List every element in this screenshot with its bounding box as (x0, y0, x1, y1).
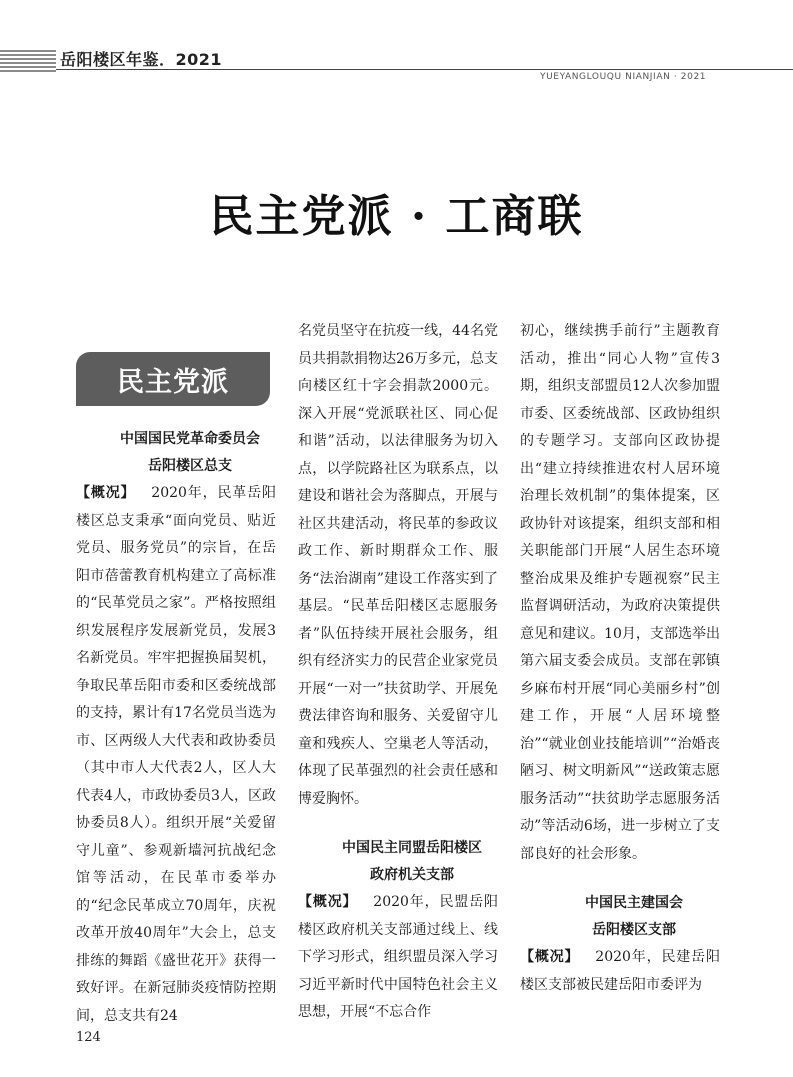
org-heading-line2: 岳阳楼区总支 (148, 458, 232, 474)
org-heading-line1: 中国民主建国会 (585, 895, 683, 911)
paragraph: 初心，继续携手前行”主题教育活动，推出“同心人物”宣传3期，组织支部盟员12人次参加盟市委、区委统战部、区政协组织的专题学习。支部向区政协提出“建立持续推进农村人居环境治理长效机制”的集体提案，区政协针对该提案，组织支部和相关职能部门开展“人居生态环境整治成果及维护专题视察”民主监督调研活动，为政府决策提供意见和建议。10月，支部选举出第六届支委会成员。支部在郭镇乡麻布村开展“同心美丽乡村”创建工作，开展“人居环境整治”“就业创业技能培训”“治婚丧陋习、树文明新风”“送政策志愿服务活动”“扶贫助学志愿服务活动”等活动6场，进一步树立了支部良好的社会形象。 (520, 323, 720, 862)
page-number: 124 (76, 1030, 101, 1045)
section-tag: 【概况】 (298, 894, 358, 910)
paragraph-text: 2020年，民革岳阳楼区总支秉承“面向党员、贴近党员、服务党员”的宗旨，在岳阳市蓓蕾教育机构建立了高标准的“民革党员之家”。严格按照组织发展程序发展新党员，发展3名新党员。牢牢把握换届契机，争取民革岳阳市委和区委统战部的支持，累计有17名党员当选为市、区两级人大代表和政协委员（其中市人大代表2人，区人大代表4人，市政协委员3人，区政协委员8人）。组织开展“关爱留守儿童”、参观新墙河抗战纪念馆等活动，在民革市委举办的“纪念民革成立70周年，庆祝改革开放40周年”大会上，总支排练的舞蹈《盛世花开》获得一致好评。在新冠肺炎疫情防控期间，总支共有24 (76, 485, 276, 1024)
org-heading-line1: 中国民主同盟岳阳楼区 (342, 840, 482, 856)
column-1 (76, 426, 276, 1030)
header-stripes-decoration (0, 50, 56, 74)
paragraph (298, 889, 498, 1027)
paragraph (76, 480, 276, 1030)
paragraph (520, 944, 720, 999)
section-tag: 【概况】 (520, 949, 580, 965)
book-subtitle: YUEYANGLOUQU NIANJIAN · 2021 (540, 72, 707, 82)
paragraph: 名党员坚守在抗疫一线，44名党员共捐款捐物达26万多元，总支向楼区红十字会捐款2000元。深入开展“党派联社区、同心促和谐”活动，以法律服务为切入点，以学院路社区为联系点，以建设和谐社会为落脚点，开展与社区共建活动，将民革的参政议政工作、新时期群众工作、服务“法治湖南”建设工作落实到了基层。“民革岳阳楼区志愿服务者”队伍持续开展社会服务，组织有经济实力的民营企业家党员开展“一对一”扶贫助学、开展免费法律咨询和服务、关爱留守儿童和残疾人、空巢老人等活动，体现了民革强烈的社会责任感和博爱胸怀。 (298, 323, 498, 807)
chapter-title: 民主党派 · 工商联 (209, 191, 584, 242)
org-heading-line2: 岳阳楼区支部 (592, 922, 676, 938)
org-heading-line1: 中国国民党革命委员会 (120, 431, 260, 447)
column-2 (298, 318, 498, 1027)
column-3 (520, 318, 720, 999)
paragraph-text: 2020年，民盟岳阳楼区政府机关支部通过线上、线下学习形式，组织盟员深入学习习近平新时代中国特色社会主义思想，开展“不忘合作 (298, 894, 498, 1020)
book-title: 岳阳楼区年鉴．2021 (60, 50, 223, 69)
org-heading-line2: 政府机关支部 (370, 867, 454, 883)
header-rule (56, 69, 793, 70)
section-tag: 【概况】 (76, 485, 136, 501)
section-tab: 民主党派 (76, 352, 270, 406)
paragraph-text: 2020年，民建岳阳楼区支部被民建岳阳市委评为 (520, 949, 720, 993)
running-header (0, 0, 793, 90)
